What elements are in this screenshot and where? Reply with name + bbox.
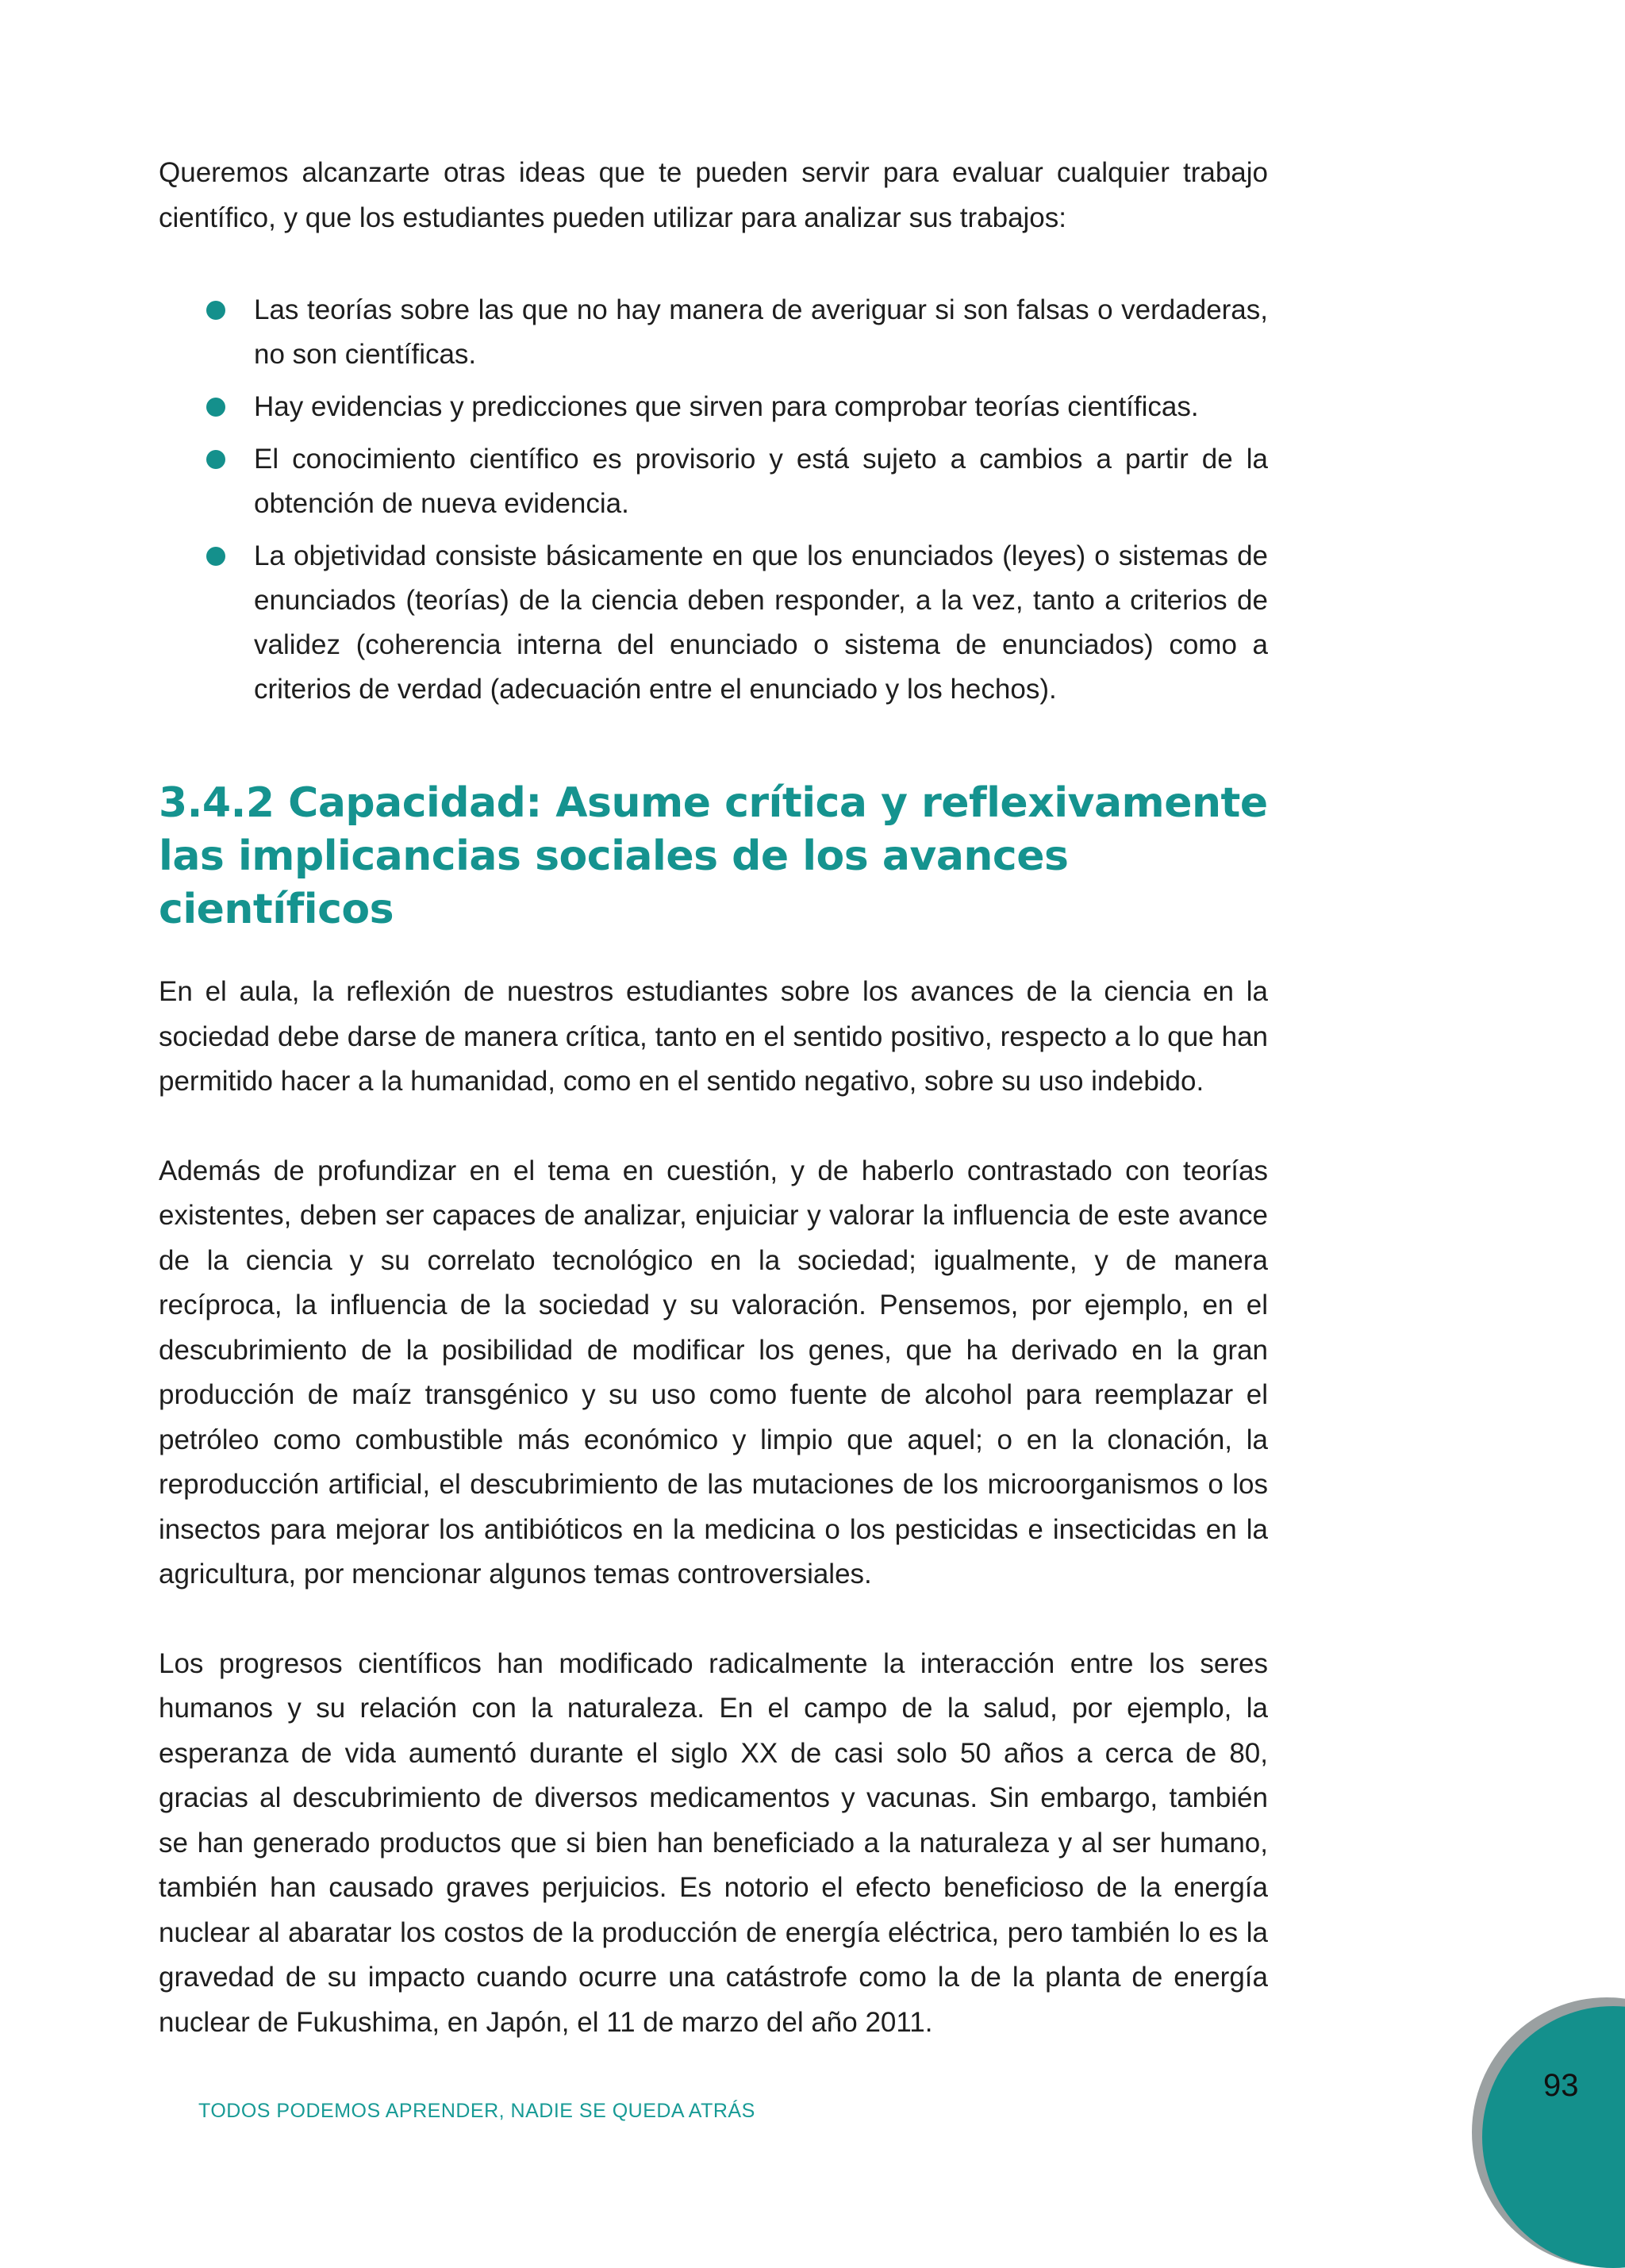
body-paragraph: Los progresos científicos han modificado radicalmente la interacción entre los seres humanos y su relación con la naturaleza. En el campo de la salud, por ejemplo, la esperanza de vida aumentó durante el siglo XX de casi solo 50 años a cerca de 80, gracias al descubrimiento de diversos medicamentos y vacunas. Sin embargo, también se han generado productos que si bien han beneficiado a la naturaleza y al ser humano, también han causado graves perjuicios. Es notorio el efecto beneficioso de la energía nuclear al abaratar los costos de la producción de energía eléctrica, pero también lo es la gravedad de su impacto cuando ocurre una catástrofe como la de la planta de energía nuclear de Fukushima, en Japón, el 11 de marzo del año 2011. bbox=[159, 1647, 1268, 2038]
list-item-text: La objetividad consiste básicamente en que los enunciados (leyes) o sistemas de enunciados (teorías) de la ciencia deben responder, a la vez, tanto a criterios de validez (coherencia interna del enunciado o sistema de enunciados) como a criterios de verdad (adecuación entre el enunciado y los hechos). bbox=[254, 540, 1268, 705]
bullet-icon bbox=[206, 398, 225, 417]
list-item bbox=[159, 437, 1268, 526]
list-item-text: El conocimiento científico es provisorio y está sujeto a cambios a partir de la obtención de nueva evidencia. bbox=[254, 444, 1268, 519]
page-content bbox=[159, 151, 1268, 2045]
criteria-bullet-list bbox=[159, 288, 1268, 712]
section-heading-line-1: 3.4.2 Capacidad: Asume crítica y reflexivamente bbox=[159, 779, 1268, 827]
list-item-text: Hay evidencias y predicciones que sirven para comprobar teorías científicas. bbox=[254, 391, 1199, 422]
bullet-icon bbox=[206, 547, 225, 566]
list-item-text: Las teorías sobre las que no hay manera de averiguar si son falsas o verdaderas, no son científicas. bbox=[254, 294, 1268, 370]
bullet-icon bbox=[206, 301, 225, 320]
section-heading bbox=[159, 777, 1268, 936]
running-footer-title: TODOS PODEMOS APRENDER, NADIE SE QUEDA ATRÁS bbox=[198, 2100, 755, 2122]
bullet-icon bbox=[206, 450, 225, 469]
intro-paragraph: Queremos alcanzarte otras ideas que te pueden servir para evaluar cualquier trabajo científico, y que los estudiantes pueden utilizar para analizar sus trabajos: bbox=[159, 157, 1268, 233]
body-paragraph: Además de profundizar en el tema en cuestión, y de haberlo contrastado con teorías existentes, deben ser capaces de analizar, enjuiciar y valorar la influencia de este avance de la ciencia y su correlato tecnológico en la sociedad; igualmente, y de manera recíproca, la influencia de la sociedad y su valoración. Pensemos, por ejemplo, en el descubrimiento de la posibilidad de modificar los genes, que ha derivado en la gran producción de maíz transgénico y su uso como fuente de alcohol para reemplazar el petróleo como combustible más económico y limpio que aquel; o en la clonación, la reproducción artificial, el descubrimiento de las mutaciones de los microorganismos o los insectos para mejorar los antibióticos en la medicina o los pesticidas e insecticidas en la agricultura, por mencionar algunos temas controversiales. bbox=[159, 1155, 1268, 1590]
list-item bbox=[159, 385, 1268, 429]
page-number: 93 bbox=[1543, 2068, 1579, 2103]
list-item bbox=[159, 288, 1268, 377]
section-heading-line-2: las implicancias sociales de los avances científicos bbox=[159, 832, 1069, 933]
body-paragraph: En el aula, la reflexión de nuestros estudiantes sobre los avances de la ciencia en la sociedad debe darse de manera crítica, tanto en el sentido positivo, respecto a lo que han permitido hacer a la humanidad, como en el sentido negativo, sobre su uso indebido. bbox=[159, 976, 1268, 1097]
list-item bbox=[159, 534, 1268, 712]
